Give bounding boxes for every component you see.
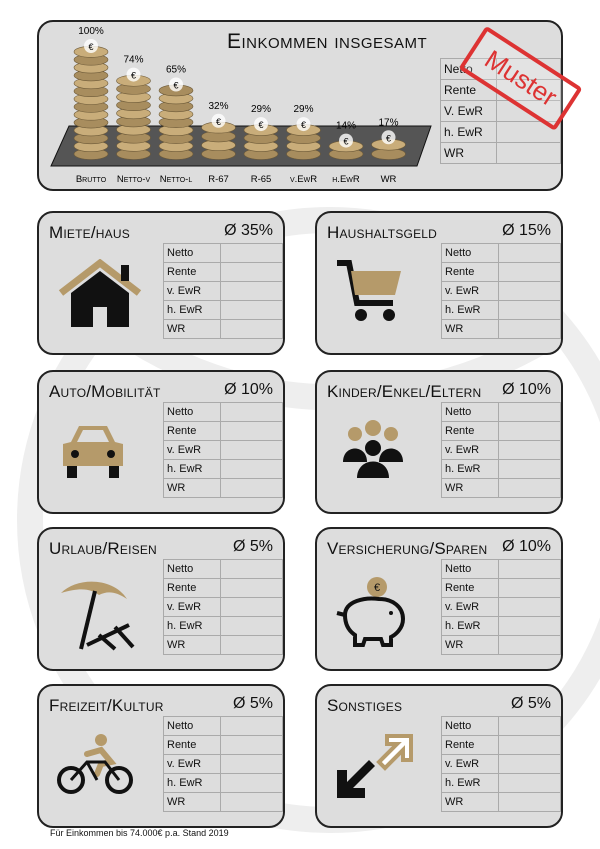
card-table-row xyxy=(164,244,283,263)
card-table-row xyxy=(164,263,283,282)
row-value-cell[interactable] xyxy=(498,598,560,617)
card-table-row xyxy=(442,263,561,282)
row-value-cell[interactable] xyxy=(220,560,282,579)
card-table-row xyxy=(164,598,283,617)
row-value-cell[interactable] xyxy=(220,636,282,655)
row-label: Rente xyxy=(442,736,499,755)
row-value-cell[interactable] xyxy=(498,736,560,755)
row-value-cell[interactable] xyxy=(498,755,560,774)
card-title: Auto/Mobilität xyxy=(49,382,161,401)
row-value-cell[interactable] xyxy=(220,244,282,263)
card-table-row xyxy=(164,636,283,655)
card-table-row xyxy=(442,560,561,579)
card-table-row xyxy=(442,244,561,263)
card-title: Versicherung/Sparen xyxy=(327,539,488,558)
card-average: Ø 35% xyxy=(224,222,273,239)
row-label: Rente xyxy=(164,263,221,282)
card-average: Ø 10% xyxy=(502,381,551,398)
sample-stamp: Muster xyxy=(458,26,583,132)
card-table xyxy=(441,243,561,339)
row-label: WR xyxy=(164,793,221,812)
coin-stack-bar xyxy=(117,68,151,160)
income-chart xyxy=(39,22,459,190)
row-value-cell[interactable] xyxy=(220,403,282,422)
category-card xyxy=(315,211,563,355)
card-table-row xyxy=(442,598,561,617)
row-value-cell[interactable] xyxy=(498,320,560,339)
cyclist-icon xyxy=(57,732,133,801)
card-table-row xyxy=(442,736,561,755)
svg-text:€: € xyxy=(173,80,179,91)
row-label: h. EwR xyxy=(442,617,499,636)
row-label: Rente xyxy=(164,422,221,441)
family-icon xyxy=(335,418,411,485)
row-label: Rente xyxy=(442,263,499,282)
x-tick-label: R-67 xyxy=(208,174,229,185)
coin-stack-bar xyxy=(74,39,108,160)
row-label: WR xyxy=(442,793,499,812)
row-value-cell[interactable] xyxy=(220,282,282,301)
card-table-row xyxy=(164,774,283,793)
row-label: v. EwR xyxy=(442,441,499,460)
row-value-cell[interactable] xyxy=(220,479,282,498)
row-label: v. EwR xyxy=(164,755,221,774)
footer-note: Für Einkommen bis 74.000€ p.a. Stand 2019 xyxy=(50,828,229,838)
bar-value-label: 29% xyxy=(250,104,272,116)
row-label: Netto xyxy=(441,59,497,80)
card-average: Ø 15% xyxy=(502,222,551,239)
row-label: h. EwR xyxy=(164,460,221,479)
row-value-cell[interactable] xyxy=(220,301,282,320)
card-table-row xyxy=(442,755,561,774)
income-table-row xyxy=(441,122,561,143)
card-table xyxy=(441,402,561,498)
row-value-cell[interactable] xyxy=(220,441,282,460)
card-table-row xyxy=(164,479,283,498)
row-value-cell[interactable] xyxy=(498,636,560,655)
category-card xyxy=(37,527,285,671)
row-value-cell[interactable] xyxy=(498,479,560,498)
row-label: Rente xyxy=(441,80,497,101)
row-value-cell[interactable] xyxy=(498,460,560,479)
card-table-row xyxy=(164,441,283,460)
row-label: h. EwR xyxy=(164,301,221,320)
card-table-row xyxy=(164,717,283,736)
coin-stack-bar xyxy=(287,117,321,159)
arrows-icon xyxy=(335,732,415,809)
card-table-row xyxy=(164,793,283,812)
row-label: h. EwR xyxy=(442,460,499,479)
row-label: v. EwR xyxy=(442,282,499,301)
card-table-row xyxy=(442,403,561,422)
card-table-row xyxy=(442,460,561,479)
row-label: Netto xyxy=(164,560,221,579)
row-label: Netto xyxy=(442,403,499,422)
shopping-cart-icon xyxy=(335,259,405,330)
coin-stack-bar xyxy=(202,114,236,160)
row-label: WR xyxy=(442,320,499,339)
row-value-cell[interactable] xyxy=(220,263,282,282)
row-value-cell[interactable] xyxy=(498,579,560,598)
card-table-row xyxy=(164,422,283,441)
svg-text:€: € xyxy=(343,136,349,147)
card-table-row xyxy=(164,617,283,636)
row-value-cell[interactable] xyxy=(498,560,560,579)
row-label: WR xyxy=(441,143,497,164)
car-icon xyxy=(57,418,129,487)
row-label: Netto xyxy=(164,244,221,263)
card-average: Ø 10% xyxy=(502,538,551,555)
card-table-row xyxy=(164,320,283,339)
svg-text:€: € xyxy=(385,133,392,144)
svg-text:€: € xyxy=(130,70,137,81)
row-value-cell[interactable] xyxy=(498,793,560,812)
row-label: Netto xyxy=(164,717,221,736)
row-value-cell[interactable] xyxy=(498,441,560,460)
card-table-row xyxy=(442,479,561,498)
row-value-cell[interactable] xyxy=(220,736,282,755)
row-value-cell[interactable] xyxy=(220,717,282,736)
row-value-cell[interactable] xyxy=(498,282,560,301)
card-table-row xyxy=(442,774,561,793)
bar-value-label: 17% xyxy=(378,117,399,129)
bar-value-label: 100% xyxy=(78,26,104,37)
card-table-row xyxy=(164,736,283,755)
category-card xyxy=(315,684,563,828)
category-card xyxy=(37,211,285,355)
income-table-row xyxy=(441,143,561,164)
row-label: Rente xyxy=(164,736,221,755)
coin-stack-bar xyxy=(244,117,278,159)
row-value-cell[interactable] xyxy=(220,598,282,617)
card-table-row xyxy=(442,793,561,812)
row-value-cell[interactable] xyxy=(498,422,560,441)
card-table-row xyxy=(164,560,283,579)
row-label: Netto xyxy=(164,403,221,422)
card-average: Ø 5% xyxy=(232,695,273,712)
row-label: WR xyxy=(442,636,499,655)
row-label: v. EwR xyxy=(442,598,499,617)
bar-value-label: 32% xyxy=(208,100,229,112)
card-table-row xyxy=(164,403,283,422)
card-table-row xyxy=(442,320,561,339)
bar-value-label: 65% xyxy=(165,64,187,76)
bar-value-label: 29% xyxy=(293,104,314,116)
card-table-row xyxy=(164,301,283,320)
svg-text:€: € xyxy=(300,120,307,131)
row-label: Rente xyxy=(442,422,499,441)
row-label: h. EwR xyxy=(442,301,499,320)
row-label: WR xyxy=(164,636,221,655)
row-value-cell[interactable] xyxy=(220,460,282,479)
row-value-cell[interactable] xyxy=(498,301,560,320)
row-value-cell[interactable] xyxy=(498,774,560,793)
card-table-row xyxy=(442,441,561,460)
card-table-row xyxy=(442,717,561,736)
row-label: h. EwR xyxy=(164,774,221,793)
card-title: Haushaltsgeld xyxy=(327,223,438,242)
row-value-cell[interactable] xyxy=(498,617,560,636)
card-table-row xyxy=(442,579,561,598)
category-card xyxy=(315,370,563,514)
row-label: v. EwR xyxy=(164,598,221,617)
card-title: Miete/haus xyxy=(49,223,130,242)
page-title: Einkommen insgesamt xyxy=(227,30,428,53)
card-table xyxy=(441,559,561,655)
card-table xyxy=(163,716,283,812)
row-label: Netto xyxy=(442,717,499,736)
row-value-cell[interactable] xyxy=(220,774,282,793)
row-value-cell[interactable] xyxy=(220,320,282,339)
svg-text:€: € xyxy=(215,116,222,127)
card-table-row xyxy=(442,636,561,655)
card-table xyxy=(441,716,561,812)
row-value-cell[interactable] xyxy=(498,403,560,422)
row-label: Netto xyxy=(442,560,499,579)
row-label: WR xyxy=(164,479,221,498)
card-table-row xyxy=(442,422,561,441)
row-value-cell[interactable] xyxy=(498,717,560,736)
row-value-cell[interactable] xyxy=(220,793,282,812)
card-table xyxy=(163,559,283,655)
category-card xyxy=(315,527,563,671)
svg-text:€: € xyxy=(373,582,381,594)
row-label: v. EwR xyxy=(164,282,221,301)
beach-chair-icon xyxy=(57,575,141,660)
card-table-row xyxy=(442,282,561,301)
card-table xyxy=(163,243,283,339)
card-table-row xyxy=(164,755,283,774)
row-label: Netto xyxy=(442,244,499,263)
category-card xyxy=(37,370,285,514)
row-value-cell[interactable] xyxy=(498,244,560,263)
x-tick-label: Netto-l xyxy=(159,174,193,185)
row-value-cell[interactable] xyxy=(220,755,282,774)
x-tick-label: WR xyxy=(380,174,397,185)
row-value-cell[interactable] xyxy=(220,579,282,598)
svg-text:€: € xyxy=(258,120,264,131)
row-label: WR xyxy=(164,320,221,339)
card-table-row xyxy=(164,282,283,301)
row-label: Rente xyxy=(442,579,499,598)
row-label: v. EwR xyxy=(164,441,221,460)
row-value-cell[interactable] xyxy=(497,143,561,164)
row-label: V. EwR xyxy=(441,101,497,122)
row-value-cell[interactable] xyxy=(498,263,560,282)
svg-text:€: € xyxy=(88,42,94,52)
x-tick-label: v.EwR xyxy=(289,174,318,185)
row-value-cell[interactable] xyxy=(220,422,282,441)
row-label: Rente xyxy=(164,579,221,598)
x-tick-label: R-65 xyxy=(250,174,272,185)
coin-stack-bar xyxy=(159,78,193,160)
x-tick-label: Brutto xyxy=(75,174,107,185)
row-label: WR xyxy=(442,479,499,498)
bar-value-label: 14% xyxy=(335,120,357,132)
row-label: h. EwR xyxy=(442,774,499,793)
row-label: h. EwR xyxy=(164,617,221,636)
card-table-row xyxy=(442,301,561,320)
category-card xyxy=(37,684,285,828)
house-icon xyxy=(57,259,143,334)
card-average: Ø 5% xyxy=(232,538,273,555)
x-tick-label: h.EwR xyxy=(332,174,360,185)
card-table xyxy=(163,402,283,498)
row-label: h. EwR xyxy=(441,122,497,143)
card-average: Ø 5% xyxy=(510,695,551,712)
card-title: Freizeit/Kultur xyxy=(49,696,164,715)
row-label: v. EwR xyxy=(442,755,499,774)
row-value-cell[interactable] xyxy=(220,617,282,636)
card-table-row xyxy=(442,617,561,636)
card-table-row xyxy=(164,460,283,479)
card-title: Kinder/Enkel/Eltern xyxy=(327,382,482,401)
piggy-bank-icon xyxy=(335,575,411,654)
card-title: Sonstiges xyxy=(327,696,403,715)
card-average: Ø 10% xyxy=(224,381,273,398)
bar-value-label: 74% xyxy=(123,54,144,66)
card-title: Urlaub/Reisen xyxy=(49,539,157,558)
x-tick-label: Netto-v xyxy=(116,174,151,185)
card-table-row xyxy=(164,579,283,598)
